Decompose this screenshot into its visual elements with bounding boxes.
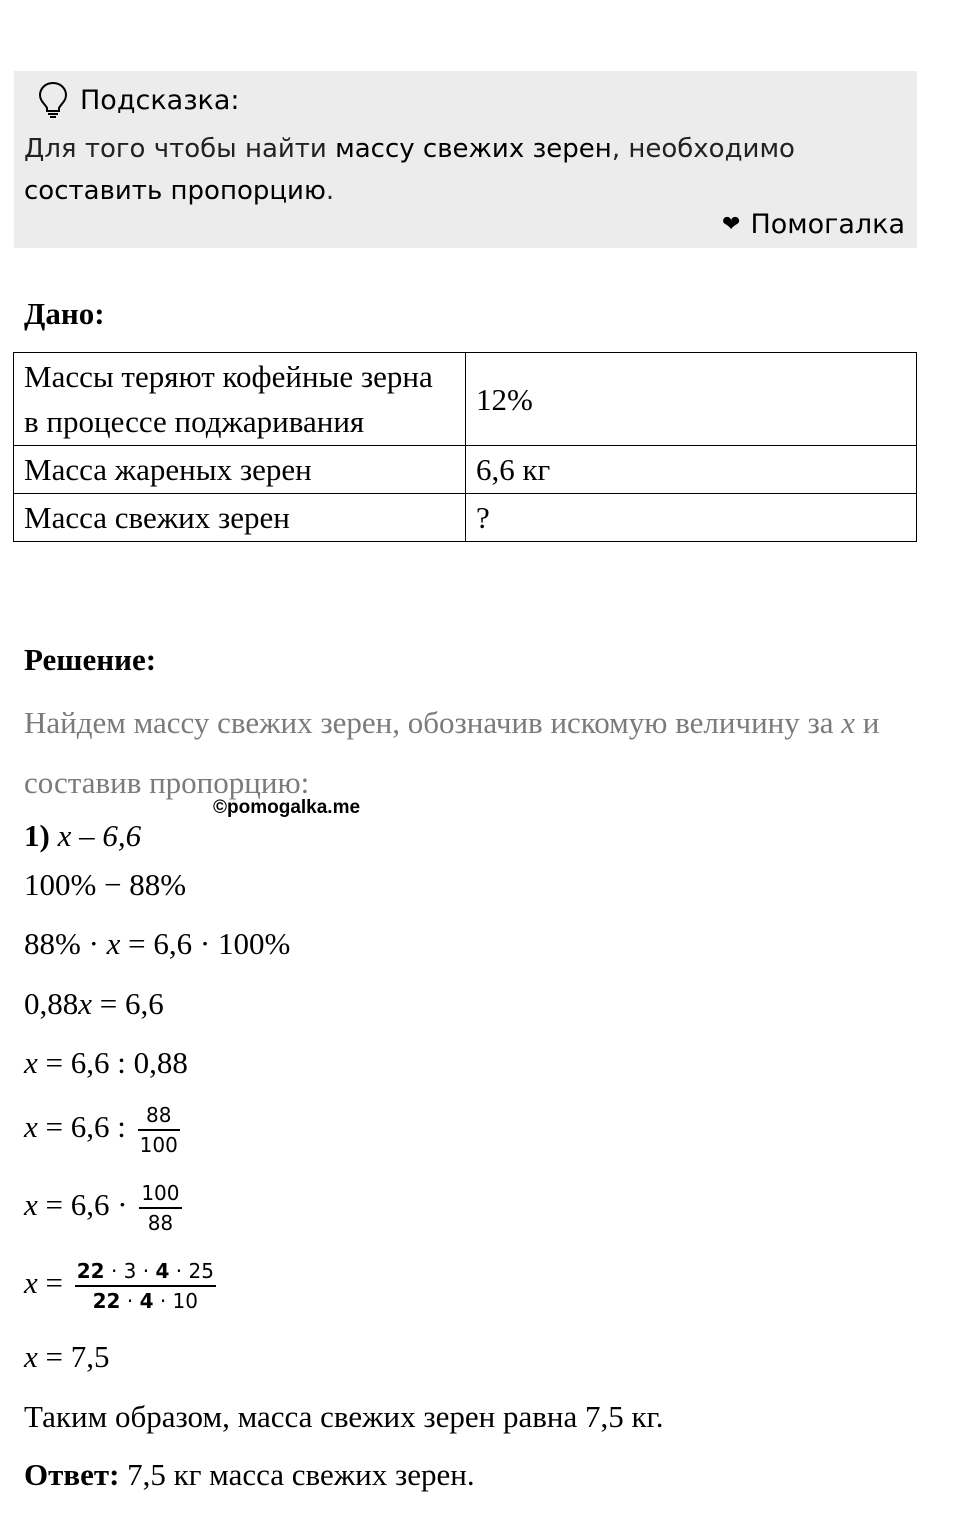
fraction: $\frac{100}{88}$ [141, 1181, 180, 1235]
hint-keyword-mass: массу свежих зерен [335, 134, 612, 164]
brand-label: Помогалка [750, 209, 905, 240]
answer: Ответ: 7,5 кг масса свежих зерен. [24, 1457, 475, 1492]
brand-link[interactable] [722, 209, 905, 240]
fraction: $\frac{22 \cdot 3 \cdot 4 \cdot 25}{22 \cdot 4 \cdot 10}$ [76, 1259, 214, 1313]
conclusion: Таким образом, масса свежих зерен равна 7,5 кг. [24, 1399, 664, 1434]
table-cell: ? [466, 494, 917, 542]
table-cell: 12% [466, 353, 917, 446]
step-1: 1) x – 6,6 [24, 818, 142, 853]
table-cell: Масса жареных зерен [14, 446, 466, 494]
table-cell: Масса свежих зерен [14, 494, 466, 542]
solution-label: Решение: [24, 642, 157, 677]
step-5: x = 6,6 : 0,88 [24, 1045, 188, 1080]
table-row [14, 353, 917, 446]
step-6: x = 6,6 : $\frac{88}{100}$ [24, 1103, 178, 1157]
hint-keyword-proportion: составить пропорцию [24, 176, 326, 206]
hint-header [38, 81, 240, 119]
hint-text: Для того чтобы найти массу свежих зерен, необходимо составить пропорцию. [24, 134, 795, 206]
table-cell: Массы теряют кофейные зерна в процессе поджаривания [14, 353, 466, 446]
answer-label: Ответ: [24, 1457, 120, 1492]
step-8: x = $\frac{22 \cdot 3 \cdot 4 \cdot 25}{22 \cdot 4 \cdot 10}$ [24, 1259, 214, 1313]
step-7: x = 6,6 · $\frac{100}{88}$ [24, 1181, 180, 1235]
step-3: 88% · x = 6,6 · 100% [24, 926, 291, 961]
table-row [14, 494, 917, 542]
step-2: 100% − 88% [24, 867, 187, 902]
watermark: ©pomogalka.me [213, 797, 361, 818]
heart-icon: ❤ [722, 212, 741, 237]
given-label: Дано: [24, 296, 105, 331]
hint-title: Подсказка: [80, 84, 240, 116]
lightbulb-icon [38, 81, 68, 119]
step-9: x = 7,5 [24, 1339, 110, 1374]
fraction: $\frac{88}{100}$ [139, 1103, 178, 1157]
given-table [13, 352, 917, 542]
step-4: 0,88x = 6,6 [24, 986, 164, 1021]
solution-intro: Найдем массу свежих зерен, обозначив искомую величину за x и составив пропорцию: [24, 705, 880, 800]
hint-box [14, 71, 917, 248]
table-row [14, 446, 917, 494]
table-cell: 6,6 кг [466, 446, 917, 494]
